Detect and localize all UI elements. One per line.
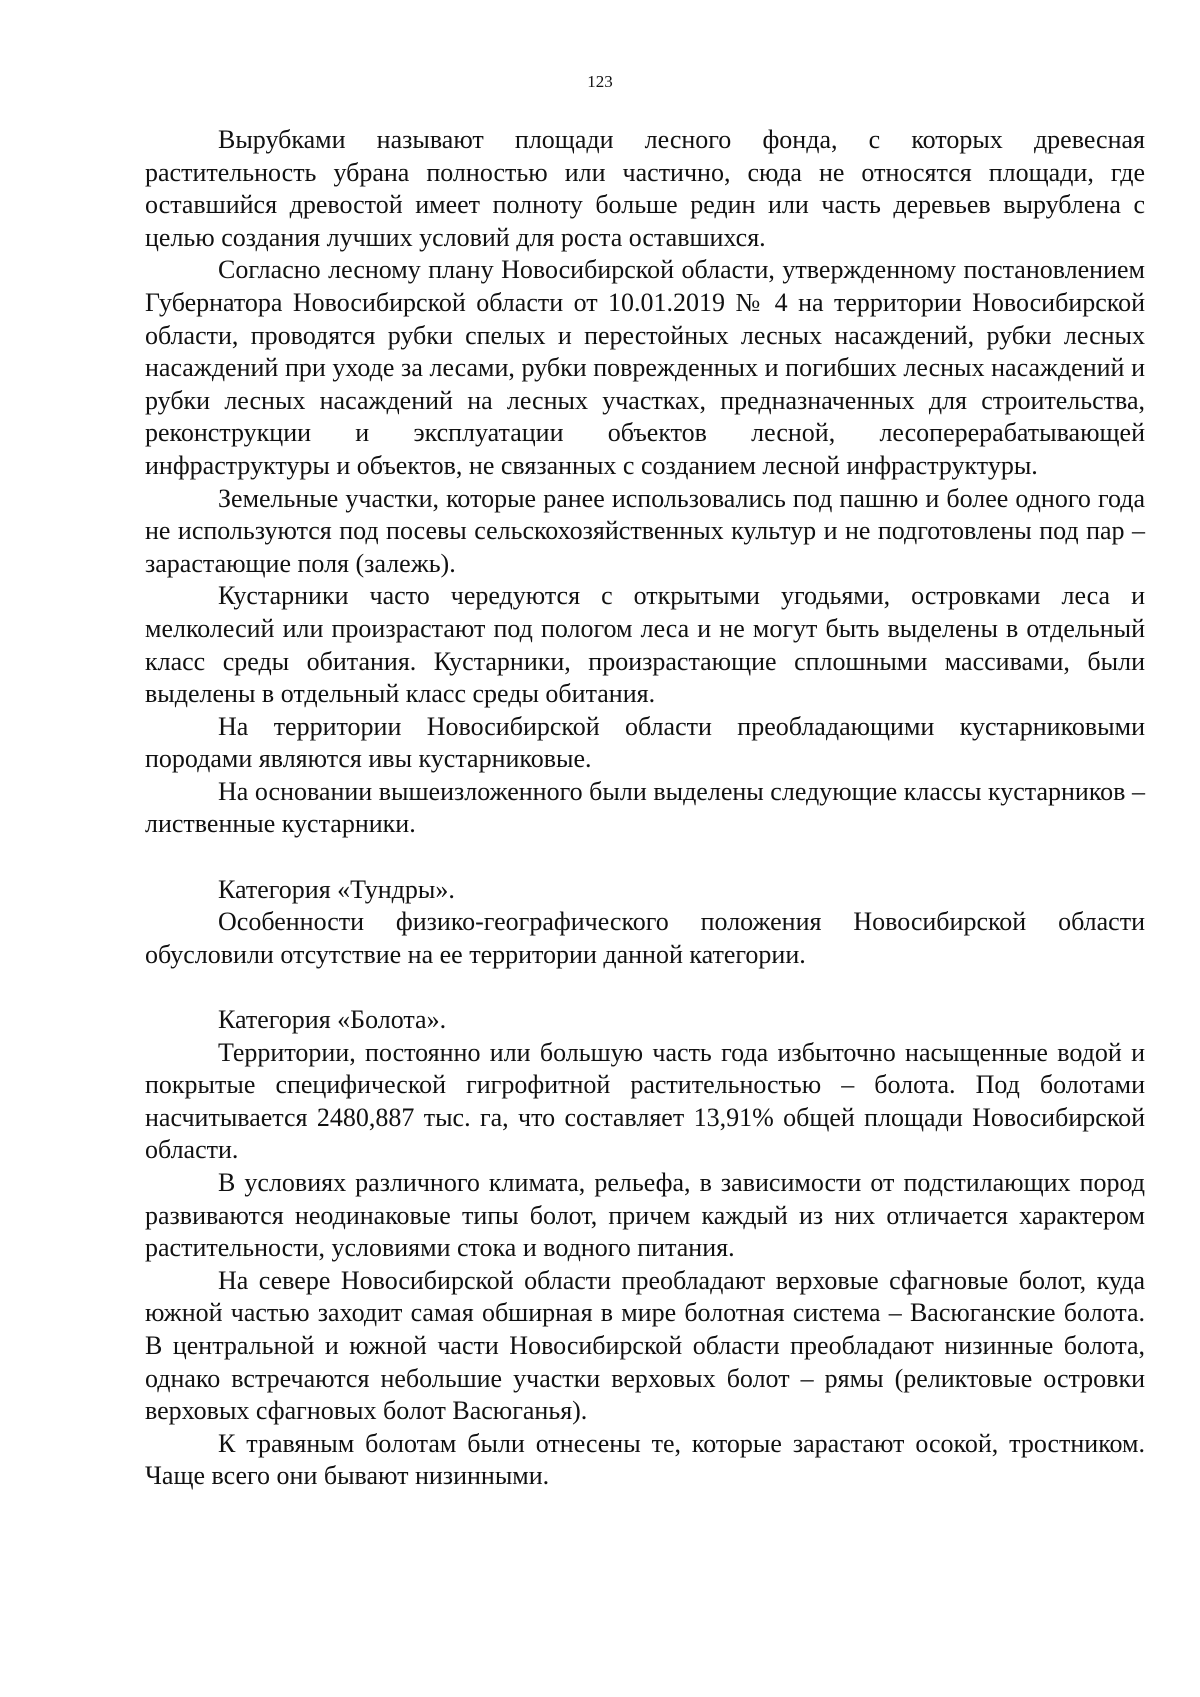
paragraph-clearings: Вырубками называют площади лесного фонда, с которых древесная растительность убрана полностью или частично, сюда не относятся площади, где оставшийся древостой имеет полноту больше редин или часть деревьев вырублена с целью создания лучших условий для роста оставшихся. <box>145 125 1145 252</box>
paragraph-grass-swamps: К травяным болотам были отнесены те, которые зарастают осокой, тростником. Чаще всего они бывают низинными. <box>145 1428 1145 1491</box>
paragraph-vasyugan: На севере Новосибирской области преобладают верховые сфагновые болот, куда южной частью заходит самая обширная в мире болотная система – Васюганские болота. В центральной и южной части Новосибирской области преобладают низинные болота, однако встречаются небольшие участки верховых болот – рямы (реликтовые островки верховых сфагновых болот Васюганья). <box>145 1265 1145 1426</box>
paragraph-forest-plan: Согласно лесному плану Новосибирской области, утвержденному постановлением Губернатора Новосибирской области от 10.01.2019 № 4 на территории Новосибирской области, проводятся рубки спелых и перестойных лесных насаждений, рубки лесных насаждений при уходе за лесами, рубки поврежденных и погибших лесных насаждений и рубки лесных насаждений на лесных участках, предназначенных для строительства, реконструкции и эксплуатации объектов лесной, лесоперерабатывающей инфраструктуры и объектов, не связанных с созданием лесной инфраструктуры. <box>145 255 1145 480</box>
paragraph-tundra: Особенности физико-географического положения Новосибирской области обусловили отсутствие на ее территории данной категории. <box>145 907 1145 969</box>
section-heading-tundra: Категория «Тундры». <box>218 874 455 904</box>
blank-line <box>145 841 1145 874</box>
page-number: 123 <box>587 72 613 91</box>
document-body <box>145 124 1145 1493</box>
paragraph-shrub-classes: На основании вышеизложенного были выделены следующие классы кустарников – лиственные кустарники. <box>145 776 1145 839</box>
paragraph-shrubs: Кустарники часто чередуются с открытыми угодьями, островками леса и мелколесий или произрастают под пологом леса и не могут быть выделены в отдельный класс среды обитания. Кустарники, произрастающие сплошными массивами, были выделены в отдельный класс среды обитания. <box>145 581 1145 709</box>
paragraph-shrub-species: На территории Новосибирской области преобладающими кустарниковыми породами являются ивы кустарниковые. <box>145 711 1145 774</box>
paragraph-swamp-types: В условиях различного климата, рельефа, в зависимости от подстилающих пород развиваются неодинаковые типы болот, причем каждый из них отличается характером растительности, условиями стока и водного питания. <box>145 1168 1145 1263</box>
paragraph-swamps-area: Территории, постоянно или большую часть года избыточно насыщенные водой и покрытые специфической гигрофитной растительностью – болота. Под болотами насчитывается 2480,887 тыс. га, что составляет 13,91% общей площади Новосибирской области. <box>145 1037 1145 1165</box>
blank-line <box>145 971 1145 1004</box>
section-heading-swamps: Категория «Болота». <box>218 1005 447 1035</box>
paragraph-fallow-lands: Земельные участки, которые ранее использовались под пашню и более одного года не используются под посевы сельскохозяйственных культур и не подготовлены под пар – зарастающие поля (залежь). <box>145 483 1145 578</box>
